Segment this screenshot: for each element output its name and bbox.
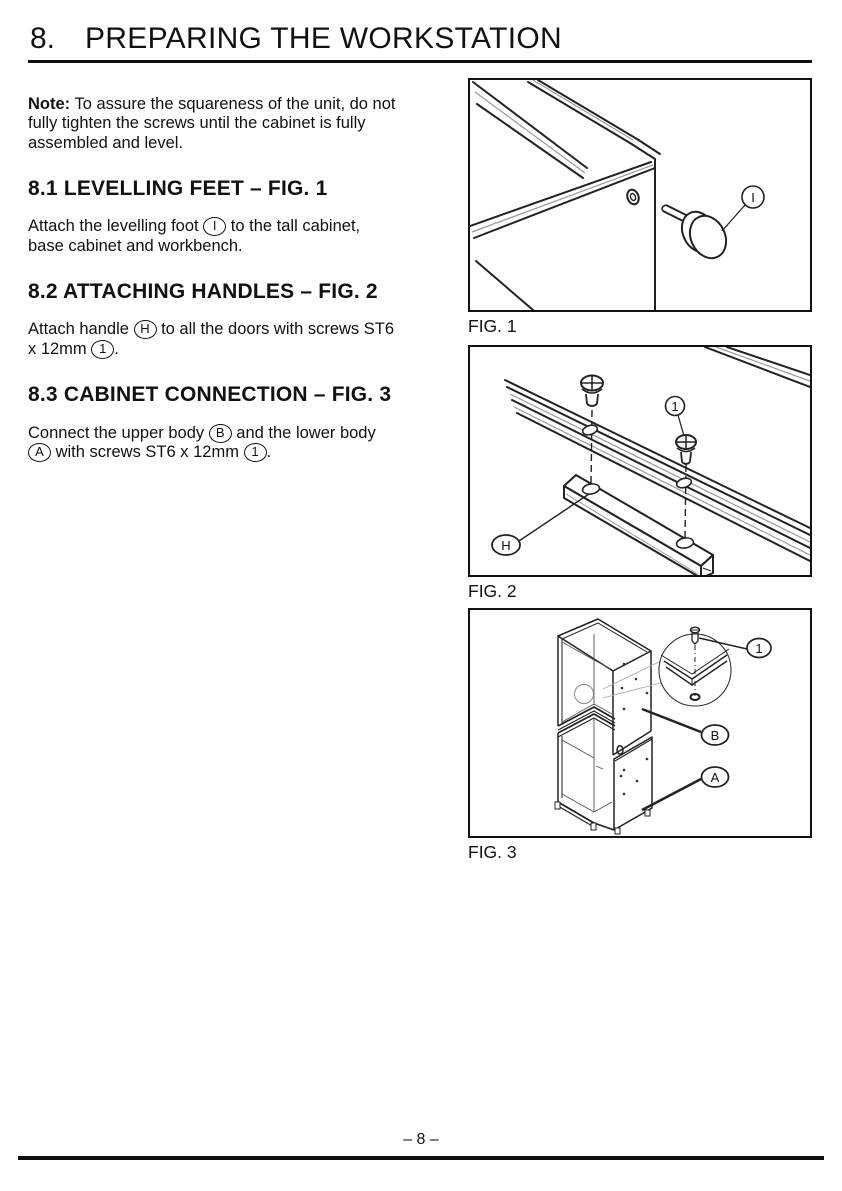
section-heading: 8.2 ATTACHING HANDLES – FIG. 2 bbox=[28, 279, 378, 303]
screw-hole-icon bbox=[625, 188, 640, 206]
section-body: Attach the levelling foot I to the tall cabinet, base cabinet and workbench. bbox=[28, 217, 361, 256]
figure-1 bbox=[468, 78, 812, 337]
figure-2 bbox=[468, 345, 812, 602]
section-8-3 bbox=[28, 383, 458, 463]
upper-body-drawing bbox=[558, 619, 651, 755]
lower-body-drawing bbox=[558, 714, 652, 830]
section-8-1 bbox=[28, 177, 458, 257]
title-underline bbox=[28, 60, 812, 63]
svg-text:I: I bbox=[751, 190, 755, 205]
handle-drawing bbox=[564, 475, 713, 575]
callout-A bbox=[642, 767, 729, 810]
svg-text:B: B bbox=[710, 728, 720, 743]
figure-1-frame bbox=[468, 78, 812, 312]
figure-2-drawing bbox=[470, 347, 810, 575]
page-title: PREPARING THE WORKSTATION bbox=[85, 22, 562, 55]
circled-ref-1: 1 bbox=[244, 443, 267, 462]
section-heading: 8.1 LEVELLING FEET – FIG. 1 bbox=[28, 176, 328, 200]
callout-B bbox=[642, 709, 729, 745]
levelling-foot-icon bbox=[662, 205, 733, 264]
section-heading: 8.3 CABINET CONNECTION – FIG. 3 bbox=[28, 383, 392, 407]
callout-H bbox=[492, 494, 589, 555]
detail-magnifier bbox=[575, 627, 732, 706]
cabinet-corner-drawing bbox=[470, 80, 660, 310]
figure-1-caption: FIG. 1 bbox=[468, 316, 517, 336]
circled-ref-H: H bbox=[134, 320, 157, 339]
figure-3-drawing bbox=[470, 610, 810, 836]
upper-interior-lines bbox=[562, 634, 612, 722]
screw-icon-right bbox=[676, 435, 696, 464]
figure-3-caption: FIG. 3 bbox=[468, 842, 517, 862]
figure-3 bbox=[468, 608, 812, 863]
callout-I bbox=[722, 186, 764, 231]
figure-3-frame bbox=[468, 608, 812, 838]
section-body: Connect the upper body B and the lower body A with screws ST6 x 12mm 1 . bbox=[28, 423, 376, 462]
circled-ref-A: A bbox=[28, 443, 51, 462]
figure-2-caption: FIG. 2 bbox=[468, 581, 517, 601]
svg-text:H: H bbox=[501, 538, 511, 553]
svg-text:1: 1 bbox=[755, 641, 763, 656]
section-8-2 bbox=[28, 280, 458, 360]
circled-ref-B: B bbox=[209, 424, 232, 443]
section-body: Attach handle H to all the doors with screws ST6 x 12mm 1 . bbox=[28, 320, 395, 359]
figure-2-frame bbox=[468, 345, 812, 577]
screw-icon-left bbox=[581, 376, 603, 407]
svg-text:A: A bbox=[710, 770, 720, 785]
callout-1 bbox=[666, 397, 685, 437]
lower-interior-lines bbox=[562, 718, 612, 812]
panel-screw-dots bbox=[620, 663, 649, 796]
note-paragraph: Note: To assure the squareness of the unit, do not fully tighten the screws until the cabinet is fully assembled and level. bbox=[28, 94, 396, 153]
figure-1-drawing bbox=[470, 80, 810, 310]
circled-ref-1: 1 bbox=[91, 340, 114, 359]
text-column bbox=[28, 78, 458, 480]
chapter-number: 8. bbox=[30, 22, 56, 55]
page-number: – 8 – bbox=[403, 1131, 439, 1148]
svg-text:1: 1 bbox=[671, 399, 679, 414]
bottom-rule bbox=[18, 1156, 824, 1160]
circled-ref-I: I bbox=[203, 217, 226, 236]
